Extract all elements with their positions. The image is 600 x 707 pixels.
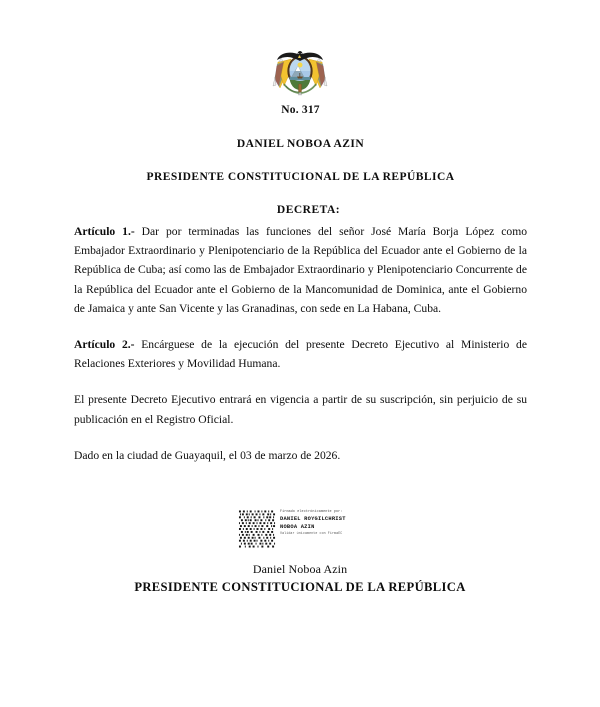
qr-code-icon [238,509,277,549]
place-and-date: Dado en la ciudad de Guayaquil, el 03 de marzo de 2026. [74,448,341,462]
electronic-signature-stamp [238,509,346,549]
footer-signature-block [0,562,600,595]
stamp-signer-line-1: DANIEL ROYGILCHRIST [280,515,346,522]
stamp-signer-line-2: NOBOA AZIN [280,523,315,530]
president-name: DANIEL NOBOA AZIN [236,138,365,150]
document-number: No. 317 [281,104,320,116]
article-1-label: Artículo 1.- [74,225,135,238]
stamp-validation-note: Validar únicamente con FirmaEC [280,530,343,535]
stamp-text-block [280,509,346,535]
signed-by-label: Firmado electrónicamente por: [280,510,343,514]
crest-container [0,40,600,96]
footer-signer-name: Daniel Noboa Azin [252,562,348,576]
article-2-label: Artículo 2.- [74,338,135,352]
article-1 [74,222,527,318]
president-title: PRESIDENTE CONSTITUCIONAL DE LA REPÚBLICA [146,171,455,183]
ecuador-coat-of-arms-icon [269,40,331,96]
article-2-text: Encárguese de la ejecución del presente Decreto Ejecutivo al Ministerio de Relaciones Exteriores y Movilidad Humana. [74,338,527,371]
document-heading [74,104,527,216]
footer-signer-title: PRESIDENTE CONSTITUCIONAL DE LA REPÚBLICA [134,580,466,594]
document-body [74,222,527,465]
article-1-text: Dar por terminadas las funciones del señor José María Borja López como Embajador Extraordinario y Plenipotenciario de la República del Ecuador ante el Gobierno de la República de Cuba; así como las de Embajador Extraordinario y Plenipotenciario Concurrente de la República del Ecuador ante el Gobierno de la Mancomunidad de Dominica, ante el Gobierno de Jamaica y ante San Vicente y las Granadinas, con sede en La Habana, Cuba. [74,225,528,315]
decreta-label: DECRETA: [276,204,341,216]
article-2 [74,335,527,373]
effective-clause: El presente Decreto Ejecutivo entrará en vigencia a partir de su suscripción, sin perjuicio de su publicación en el Registro Oficial. [74,393,527,426]
